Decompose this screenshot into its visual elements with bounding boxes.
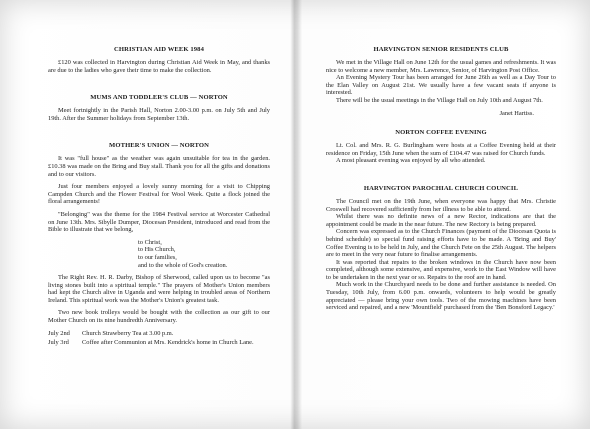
senior-residents-paragraph-1: We met in the Village Hall on June 12th for the usual games and refreshments. It was nice to welcome a new member, Mrs. Lawrence, Senior, of Harvington Post Office. [326,59,556,74]
right-page [298,0,590,429]
mothers-union-paragraph-1: It was "full house" as the weather was again unsuitable for tea in the garden. £10.38 was made on the Bring and Buy stall. Thank you for all the gifts and donations and to our visitors. [48,155,270,178]
date-event: Church Strawberry Tea at 3.00 p.m. [82,329,174,337]
christian-aid-paragraph: £120 was collected in Harvington during Christian Aid Week in May, and thanks are due to the ladies who gave their time to make the collection. [48,59,270,74]
right-column [326,46,556,312]
norton-coffee-paragraph-2: A most pleasant evening was enjoyed by all who attended. [336,157,486,165]
senior-residents-paragraph-2: An Evening Mystery Tour has been arranged for June 26th as well as a Day Tour to the Elan Valley on August 21st. We usually have a few vacant seats if anyone is interested. [326,74,556,97]
left-column [48,46,270,347]
mums-toddlers-section [48,94,270,122]
verse-line: to our families, [138,253,177,261]
parochial-council-paragraph-5: Much work in the Churchyard needs to be done and further assistance is needed. On Tuesday, 10th July, from 6.00 p.m. onwards, volunteers to help would be greatly appreciated — please bring your own tools. Two of the mowing machines have been serviced and repaired, and a new 'Mountfield' purchased from the 'Ben Bonsford Legacy.' [326,281,556,312]
parochial-council-section [326,185,556,312]
parochial-council-heading: HARVINGTON PAROCHIAL CHURCH COUNCIL [363,184,519,192]
parochial-council-paragraph-1: The Council met on the 19th June, when everyone was happy that Mrs. Christie Croswell had recovered sufficiently from her illness to be able to attend. [326,197,556,213]
parochial-council-paragraph-4: It was reported that repairs to the broken windows in the Church have now been completed, although some extensive, and expensive, work to the East Window will have to be undertaken in the next year or so. Repairs to the roof are in hand. [326,258,556,281]
verse-line: and to the whole of God's creation. [138,261,228,269]
parochial-council-paragraph-3: Concern was expressed as to the Church Finances (payment of the Diocesan Quota is behind schedule) so special fund raising efforts have to be made. A 'Bring and Buy' Coffee Evening is to be held in July, and the Church Fete on the 25th August. The helpers are to meet in the very near future to finalise arrangements. [326,228,556,259]
mums-toddlers-paragraph: Meet fortnightly in the Parish Hall, Norton 2.00-3.00 p.m. on July 5th and July 19th. After the Summer holidays from September 13th. [48,107,270,122]
left-page [0,0,292,429]
signature: Janet Hartiss. [499,109,534,117]
mothers-union-paragraph-2: Just four members enjoyed a lovely sunny morning for a visit to Chipping Campden Church and the Flower Festival for Wool Week. Quite a flock joined the floral arrangements! [48,183,270,206]
mothers-union-heading: MOTHER'S UNION — NORTON [109,142,209,150]
parochial-council-paragraph-2: Whilst there was no definite news of a new Rector, indications are that the appointment could be made in the near future. The new Rectory is being prepared. [326,213,556,228]
norton-coffee-paragraph-1: Lt. Col. and Mrs. R. G. Burlingham were hosts at a Coffee Evening held at their residence on Friday, 15th June when the sum of £104.47 was raised for Church funds. [326,142,556,157]
christian-aid-heading: CHRISTIAN AID WEEK 1984 [114,46,204,53]
mums-toddlers-heading: MUMS AND TODDLER'S CLUB — NORTON [90,94,228,102]
verse-line: to Christ, [138,238,162,246]
date-row [48,330,270,338]
senior-residents-section [326,46,556,117]
norton-coffee-heading: NORTON COFFEE EVENING [395,129,487,137]
verse-line: to His Church, [138,246,176,254]
mothers-union-paragraph-3: "Belonging" was the theme for the 1984 Festival service at Worcester Cathedral on June 13th. Mrs. Sibylle Dumper, Diocesan President, introduced and read from the Bible to illustrate that we belong, [48,210,270,234]
belonging-verse [48,239,270,269]
date-label: July 3rd [48,339,69,347]
date-label: July 2nd [48,329,70,337]
senior-residents-heading: HARVINGTON SENIOR RESIDENTS CLUB [373,46,509,53]
mothers-union-paragraph-5: Two new book trolleys would be bought with the collection as our gift to our Mother Church on its nine hundredth Anniversary. [48,309,270,325]
date-event: Coffee after Communion at Mrs. Kendrick's home in Church Lane. [82,339,254,347]
christian-aid-section [48,46,270,74]
mothers-union-section [48,142,270,346]
date-row [48,339,270,347]
mothers-union-paragraph-4: The Right Rev. H. R. Darby, Bishop of Sherwood, called upon us to become "as living stones built into a spiritual temple." The prayers of Mother's Union members had kept the Church alive in Uganda and were helping in troubled areas of Northern Ireland. This spiritual work was the Mother's Union's greatest task. [48,274,270,304]
senior-residents-paragraph-3: There will be the usual meetings in the Village Hall on July 10th and August 7th. [336,96,543,104]
norton-coffee-section [326,129,556,165]
